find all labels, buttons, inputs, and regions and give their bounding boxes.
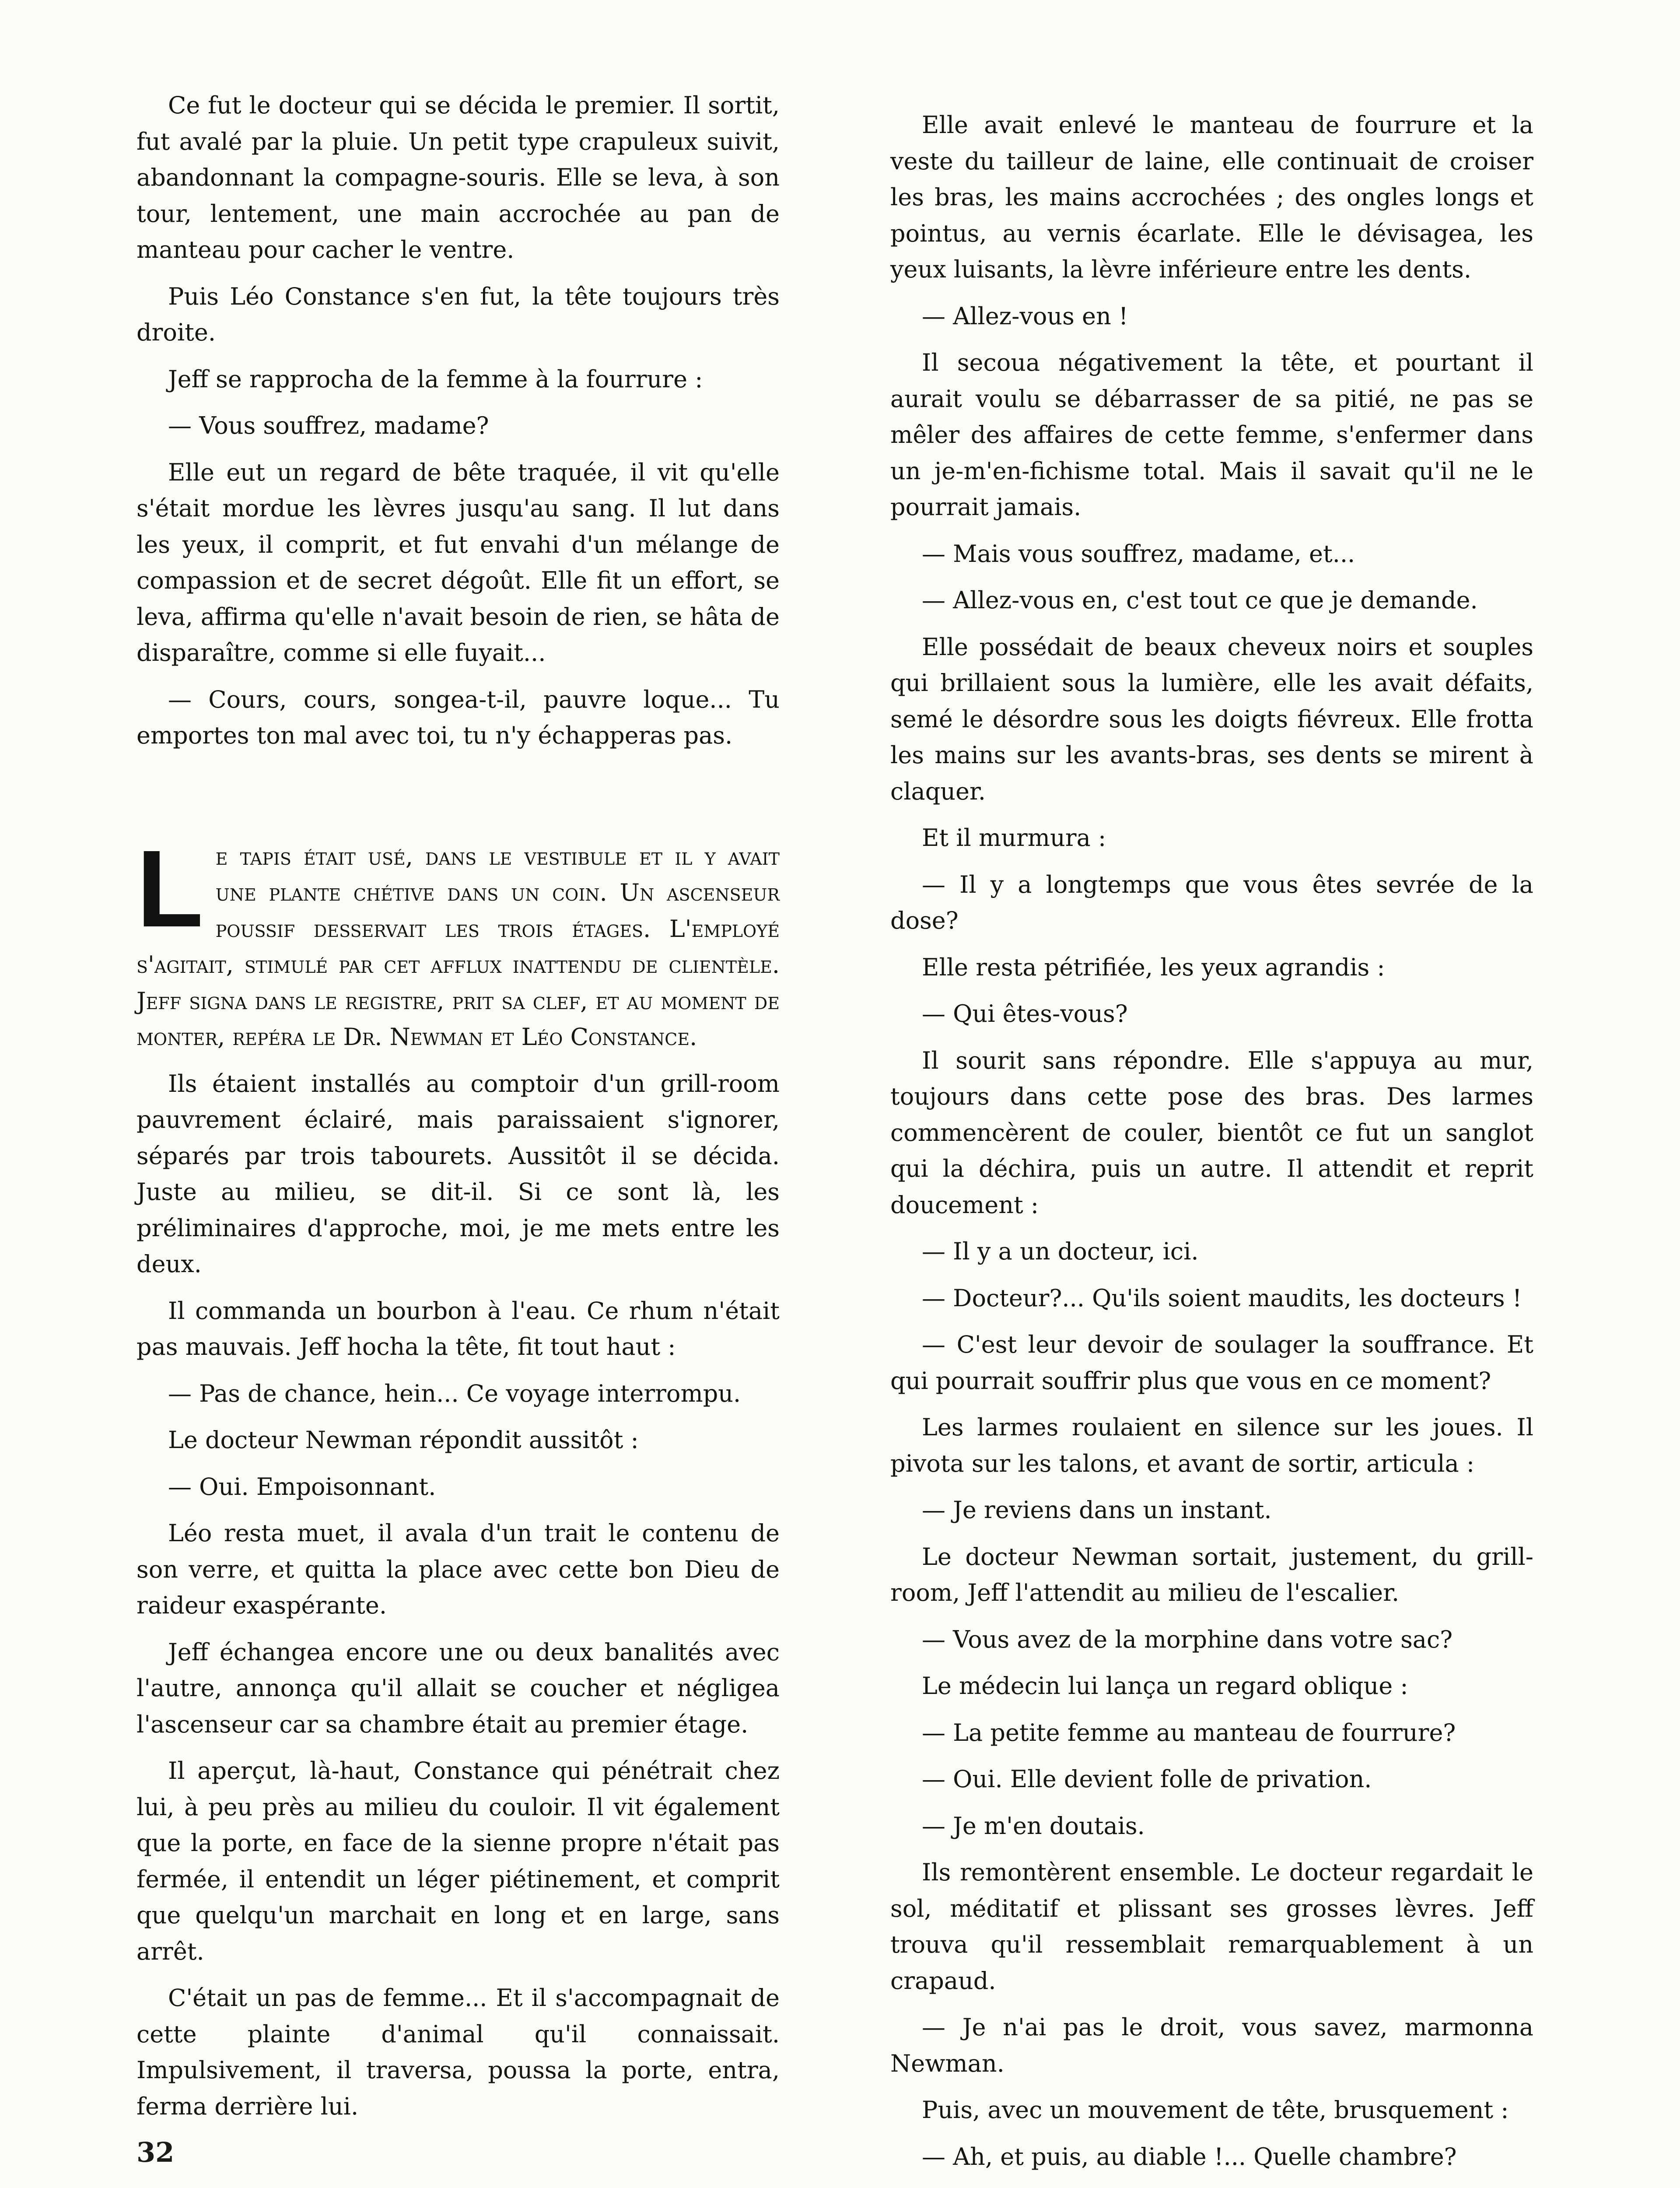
dialogue-line: — Vous avez de la morphine dans votre sac?: [922, 1625, 1453, 1653]
paragraph: Elle eut un regard de bête traquée, il vit qu'elle s'était mordue les lèvres jusqu'au sang. Il lut dans les yeux, il comprit, et fut envahi d'un mélange de compassion et de secret dégoût. Elle fit un effort, se leva, affirma qu'elle n'avait besoin de rien, se hâta de disparaître, comme si elle fuyait...: [136, 458, 780, 666]
paragraph: Le docteur Newman répondit aussitôt :: [168, 1426, 639, 1454]
dialogue-line: — Ah, et puis, au diable !... Quelle chambre?: [922, 2142, 1457, 2170]
paragraph: Puis, avec un mouvement de tête, brusquement :: [922, 2096, 1509, 2124]
dialogue-line: — Vous souffrez, madame?: [168, 412, 489, 439]
dialogue-line: — Oui. Elle devient folle de privation.: [922, 1765, 1372, 1793]
paragraph: Il aperçut, là-haut, Constance qui pénétrait chez lui, à peu près au milieu du couloir. Il vit également que la porte, en face de la sienne propre n'était pas fermée, il entendit un léger piétinement, et comprit que quelqu'un marchait en long et en large, sans arrêt.: [136, 1757, 780, 1965]
dialogue-line: — La petite femme au manteau de fourrure?: [922, 1718, 1456, 1746]
right-column: [890, 107, 1533, 2188]
paragraph: Elle avait enlevé le manteau de fourrure et la veste du tailleur de laine, elle continuait de croiser les bras, les mains accrochées ; des ongles longs et pointus, au vernis écarlate. Elle le dévisagea, les yeux luisants, la lèvre inférieure entre les dents.: [890, 111, 1533, 283]
dialogue-line: — Cours, cours, songea-t-il, pauvre loque... Tu emportes ton mal avec toi, tu n'y échapperas pas.: [136, 685, 780, 749]
paragraph: Elle possédait de beaux cheveux noirs et souples qui brillaient sous la lumière, elle les avait défaits, semé le désordre sous les doigts fiévreux. Elle frotta les mains sur les avants-bras, ses dents se mirent à claquer.: [890, 633, 1533, 805]
section-break: [136, 764, 780, 839]
paragraph: Ce fut le docteur qui se décida le premier. Il sortit, fut avalé par la pluie. Un petit type crapuleux suivit, abandonnant la compagne-souris. Elle se leva, à son tour, lentement, une main accrochée au pan de manteau pour cacher le ventre.: [136, 91, 780, 263]
paragraph: Il secoua négativement la tête, et pourtant il aurait voulu se débarrasser de sa pitié, ne pas se mêler des affaires de cette femme, s'enfermer dans un je-m'en-fichisme total. Mais il savait qu'il ne le pourrait jamais.: [890, 349, 1533, 521]
paragraph: C'était un pas de femme... Et il s'accompagnait de cette plainte d'animal qu'il connaissait. Impulsivement, il traversa, poussa la porte, entra, ferma derrière lui.: [136, 1984, 780, 2120]
dropcap-paragraph: [136, 827, 780, 1055]
dropcap-paragraph-text: e tapis était usé, dans le vestibule et il y avait une plante chétive dans un coin. Un ascenseur poussif desservait les trois étages. L'employé s'agitait, stimulé par cet afflux inattendu de clientèle. Jeff signa dans le registre, prit sa clef, et au moment de monter, repéra le Dr. Newman et Léo Constance.: [136, 842, 780, 1051]
paragraph: Il sourit sans répondre. Elle s'appuya au mur, toujours dans cette pose des bras. Des larmes commencèrent de couler, bientôt ce fut un sanglot qui la déchira, puis un autre. Il attendit et reprit doucement :: [890, 1046, 1533, 1219]
dialogue-line: — Il y a longtemps que vous êtes sevrée de la dose?: [890, 870, 1533, 934]
paragraph: Jeff échangea encore une ou deux banalités avec l'autre, annonça qu'il allait se coucher et négligea l'ascenseur car sa chambre était au premier étage.: [136, 1638, 780, 1738]
paragraph: Et il murmura :: [922, 824, 1106, 852]
dialogue-line: — Docteur?... Qu'ils soient maudits, les docteurs !: [922, 1284, 1522, 1312]
dialogue-line: — Mais vous souffrez, madame, et...: [922, 540, 1355, 568]
dialogue-line: — Oui. Empoisonnant.: [168, 1473, 436, 1501]
dialogue-line: — Allez-vous en, c'est tout ce que je demande.: [922, 586, 1478, 614]
paragraph: Jeff se rapprocha de la femme à la fourrure :: [168, 365, 703, 393]
paragraph: Ils remontèrent ensemble. Le docteur regardait le sol, méditatif et plissant ses grosses lèvres. Jeff trouva qu'il ressemblait remarquablement à un crapaud.: [890, 1858, 1533, 1995]
dialogue-line: — Qui êtes-vous?: [922, 1000, 1128, 1027]
paragraph: Ils étaient installés au comptoir d'un grill-room pauvrement éclairé, mais paraissaient s'ignorer, séparés par trois tabourets. Aussitôt il se décida. Juste au milieu, se dit-il. Si ce sont là, les préliminaires d'approche, moi, je me mets entre les deux.: [136, 1069, 780, 1278]
left-column: [136, 88, 780, 2135]
dialogue-line: — Il y a un docteur, ici.: [922, 1238, 1199, 1265]
dialogue-line: — C'est leur devoir de soulager la souffrance. Et qui pourrait souffrir plus que vous en ce moment?: [890, 1331, 1533, 1395]
paragraph: Léo resta muet, il avala d'un trait le contenu de son verre, et quitta la place avec cette bon Dieu de raideur exaspérante.: [136, 1519, 780, 1619]
paragraph: Le médecin lui lança un regard oblique :: [922, 1672, 1408, 1700]
page-number: 32: [136, 2136, 175, 2168]
paragraph: Puis Léo Constance s'en fut, la tête toujours très droite.: [136, 282, 780, 346]
paragraph: Il commanda un bourbon à l'eau. Ce rhum n'était pas mauvais. Jeff hocha la tête, fit tout haut :: [136, 1297, 780, 1360]
paragraph: Elle resta pétrifiée, les yeux agrandis :: [922, 953, 1385, 981]
dialogue-line: — Pas de chance, hein... Ce voyage interrompu.: [168, 1379, 741, 1407]
paragraph: Les larmes roulaient en silence sur les joues. Il pivota sur les talons, et avant de sortir, articula :: [890, 1413, 1533, 1477]
paragraph: Le docteur Newman sortait, justement, du grill-room, Jeff l'attendit au milieu de l'escalier.: [890, 1543, 1533, 1606]
dialogue-line: — Je reviens dans un instant.: [922, 1496, 1272, 1524]
dialogue-line: — Allez-vous en !: [922, 302, 1128, 330]
dialogue-line: — Je n'ai pas le droit, vous savez, marmonna Newman.: [890, 2013, 1533, 2077]
dialogue-line: — Je m'en doutais.: [922, 1812, 1145, 1840]
drop-cap-letter: L: [136, 827, 203, 950]
